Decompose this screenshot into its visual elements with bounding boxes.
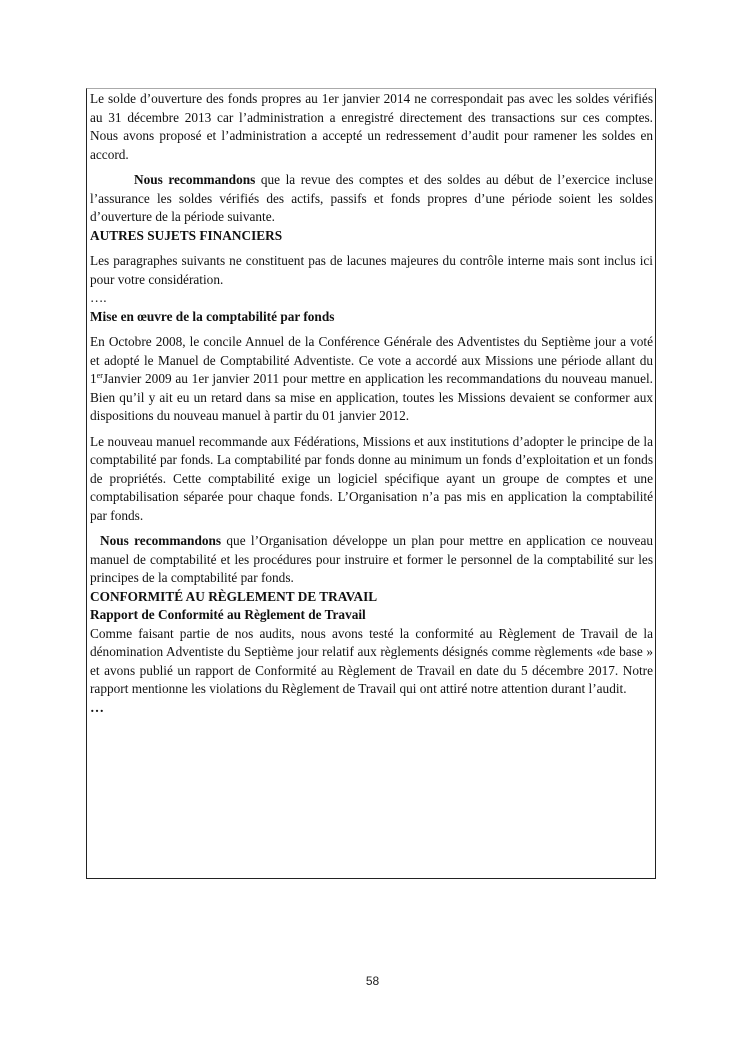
subheading-compliance-report: Rapport de Conformité au Règlement de Travail <box>90 607 366 622</box>
recommendation-lead-2: Nous recommandons <box>100 533 222 548</box>
recommendation-paragraph-1 <box>90 171 653 227</box>
fund-accounting-text-b: Janvier 2009 au 1er janvier 2011 pour mettre en application les recommandations du nouveau manuel. Bien qu’il y ait eu un retard dans sa mise en application, toutes les Missions devaient se conformer aux dispositions du nouveau manuel à partir du 01 janvier 2012. <box>90 371 653 423</box>
omission-marker-1: …. <box>90 290 107 305</box>
recommendation-text-1: que la revue des comptes et des soldes au début de l’exercice incluse l’assurance les soldes vérifiés des actifs, passifs et fonds propres d’une période soient les soldes d’ouverture de la période suivante. <box>90 172 653 224</box>
fund-accounting-text-a: En Octobre 2008, le concile Annuel de la Conférence Générale des Adventistes du Septième jour a voté et adopté le Manuel de Comptabilité Adventiste. Ce vote a accordé aux Missions une période allant du 1 <box>90 334 653 386</box>
section-heading-other-financial: AUTRES SUJETS FINANCIERS <box>90 227 283 243</box>
compliance-paragraph: Comme faisant partie de nos audits, nous avons testé la conformité au Règlement de Travail de la dénomination Adventiste du Septième jour relatif aux règlements désignés comme règlements «de base » et avons publié un rapport de Conformité au Règlement de Travail en date du 5 décembre 2017. Notre rapport mentionne les violations du Règlement de Travail qui ont attiré notre attention durant l’audit. <box>90 625 653 696</box>
recommendation-text-2: que l’Organisation développe un plan pour mettre en application ce nouveau manuel de comptabilité et les procédures pour instruire et former le personnel de la comptabilité sur les principes de la comptabilité par fonds. <box>90 533 653 585</box>
recommendation-lead-1: Nous recommandons <box>134 172 256 187</box>
subheading-fund-accounting: Mise en œuvre de la comptabilité par fonds <box>90 308 335 324</box>
document-frame <box>86 88 656 879</box>
fund-accounting-paragraph-2: Le nouveau manuel recommande aux Fédérations, Missions et aux institutions d’adopter le principe de la comptabilité par fonds. La comptabilité par fonds donne au minimum un fonds d’exploitation et un fonds de propriétés. Cette comptabilité exige un logiciel spécifique ayant un groupe de comptes et une comptabilisation séparée pour chaque fonds. L’Organisation n’a pas mis en application la comptabilité par fonds. <box>90 433 653 523</box>
opening-balance-paragraph: Le solde d’ouverture des fonds propres au 1er janvier 2014 ne correspondait pas avec les soldes vérifiés au 31 décembre 2013 car l’administration a enregistré directement des transactions sur ces comptes. Nous avons proposé et l’administration a accepté un redressement d’audit pour ramener les soldes en accord. <box>90 91 653 162</box>
other-financial-intro: Les paragraphes suivants ne constituent pas de lacunes majeures du contrôle interne mais sont inclus ici pour votre considération. <box>90 253 653 287</box>
page-number: 58 <box>365 974 380 988</box>
fund-accounting-paragraph-1 <box>90 333 653 426</box>
recommendation-paragraph-2 <box>90 532 653 588</box>
section-heading-work-rules: CONFORMITÉ AU RÈGLEMENT DE TRAVAIL <box>90 588 378 604</box>
ordinal-superscript: er <box>96 371 103 380</box>
omission-marker-2: … <box>90 700 104 716</box>
